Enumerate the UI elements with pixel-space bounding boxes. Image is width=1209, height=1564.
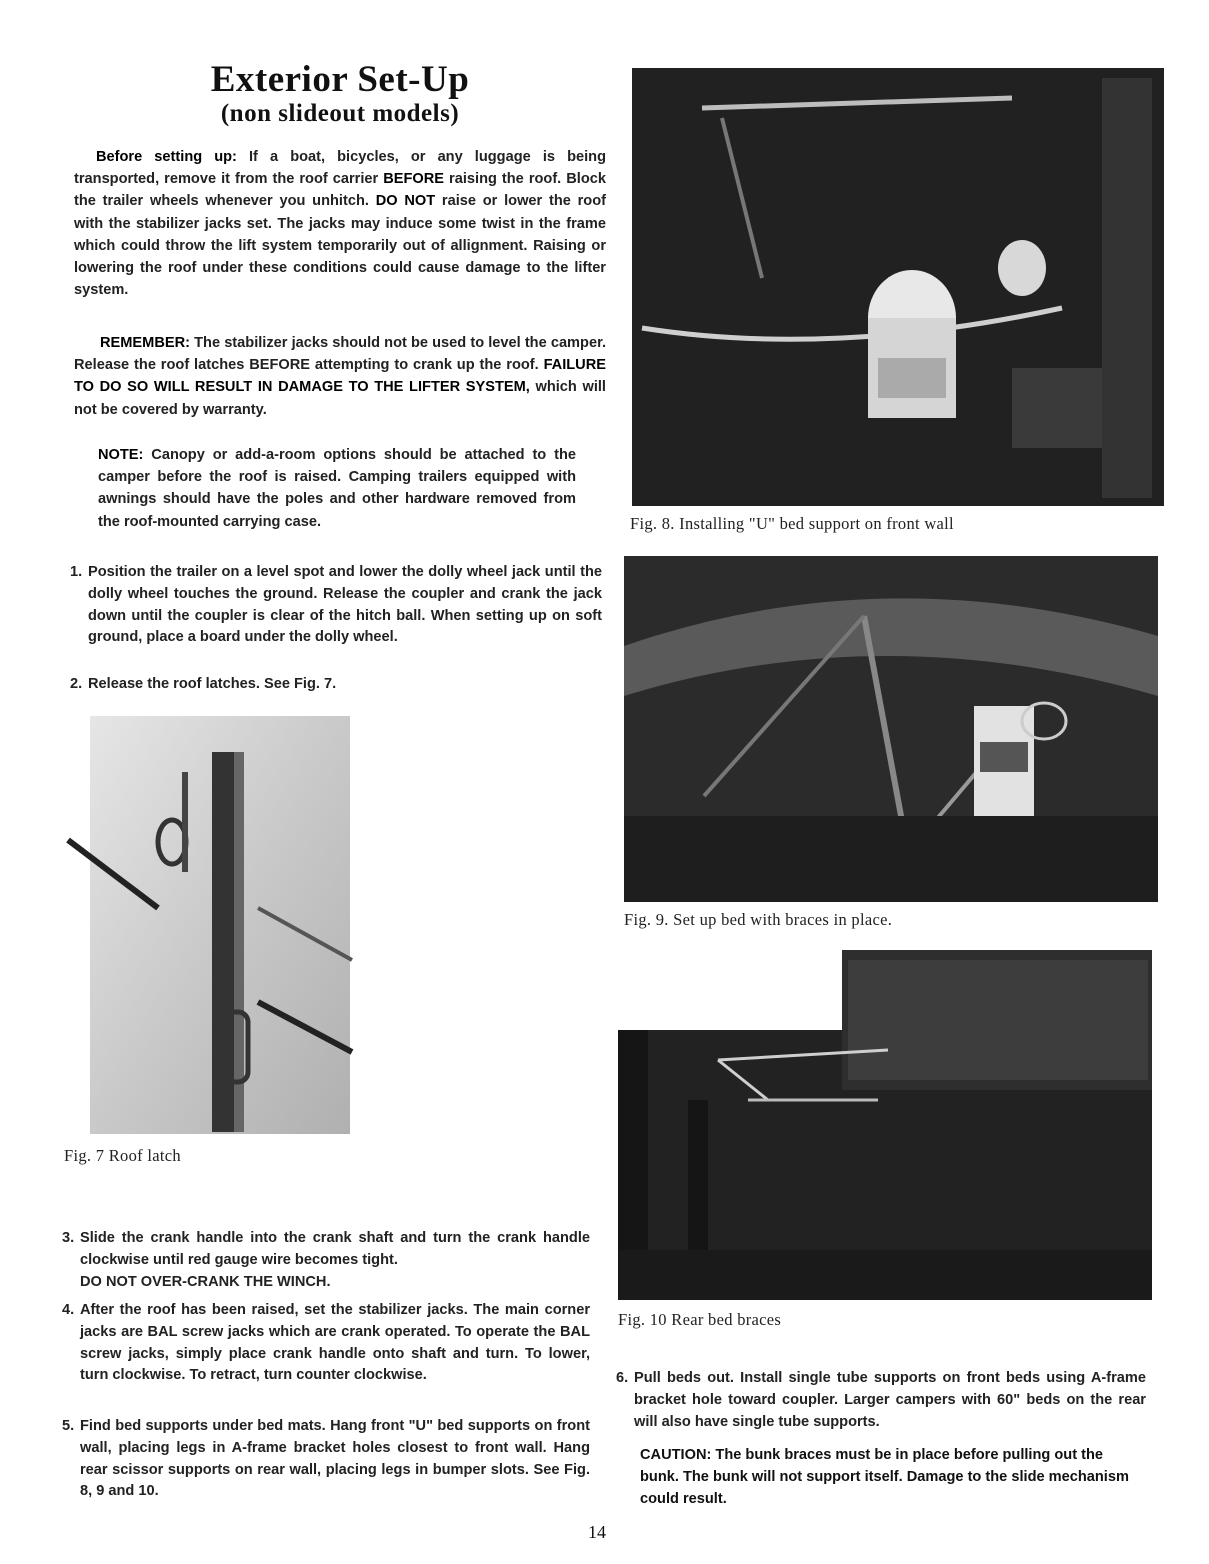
step-6: 6. Pull beds out. Install single tube supports on front beds using A-frame bracket hole toward coupler. Larger campers with 60" beds on the rear will also have single tube supports. <box>616 1370 1146 1430</box>
step-2: 2. Release the roof latches. See Fig. 7. <box>70 676 337 692</box>
remember-label: REMEMBER: <box>100 335 190 351</box>
step-3: 3. Slide the crank handle into the crank shaft and turn the crank handle clockwise until red gauge wire becomes tight. DO NOT OVER-CRANK THE WINCH. <box>62 1230 590 1290</box>
caution-label: CAUTION: <box>640 1447 712 1463</box>
note-paragraph: NOTE: Canopy or add-a-room options should be attached to the camper before the roof is raised. Camping trailers equipped with awnings should have the poles and other hardware removed from the roof-mounted carrying case. <box>98 447 576 530</box>
note-label: NOTE: <box>98 447 144 463</box>
page-subtitle: (non slideout models) <box>220 100 460 127</box>
fig9-caption: Fig. 9. Set up bed with braces in place. <box>624 910 893 929</box>
before-setting-up-paragraph: Before setting up: If a boat, bicycles, or any luggage is being transported, remove it from the roof carrier BEFORE raising the roof. Block the trailer wheels whenever you unhitch. DO NOT raise or lower the roof with the stabilizer jacks set. The jacks may induce some twist in the frame which could throw the lift system temporarily out of allignment. Raising or lowering the roof under these conditions could cause damage to the lifter system. <box>74 149 606 299</box>
fig8-photo <box>632 68 1164 506</box>
fig10-caption: Fig. 10 Rear bed braces <box>618 1310 782 1329</box>
fig7-photo <box>62 712 354 1136</box>
caution-note: CAUTION: The bunk braces must be in place before pulling out the bunk. The bunk will not support itself. Damage to the slide mechanism could result. <box>640 1447 1129 1507</box>
fig10-photo <box>618 950 1152 1300</box>
fig9-photo <box>624 556 1158 902</box>
page-number: 14 <box>588 1522 606 1542</box>
step-4: 4. After the roof has been raised, set the stabilizer jacks. The main corner jacks are BAL screw jacks which are crank operated. To operate the BAL screw jacks, simply place crank handle onto shaft and turn. To lower, turn clockwise. To retract, turn counter clockwise. <box>62 1302 590 1384</box>
page-title: Exterior Set-Up <box>210 59 470 100</box>
step-1: 1. Position the trailer on a level spot and lower the dolly wheel jack until the dolly wheel touches the ground. Release the coupler and crank the jack down until the coupler is clear of the hitch ball. When setting up on soft ground, place a board under the dolly wheel. <box>70 564 602 646</box>
before-label: Before setting up: <box>96 149 237 165</box>
fig7-caption: Fig. 7 Roof latch <box>64 1146 181 1165</box>
remember-paragraph: REMEMBER: The stabilizer jacks should not be used to level the camper. Release the roof latches BEFORE attempting to crank up the roof. FAILURE TO DO SO WILL RESULT IN DAMAGE TO THE LIFTER SYSTEM, which will not be covered by warranty. <box>74 335 606 418</box>
do-not-over-crank-warning: DO NOT OVER-CRANK THE WINCH. <box>80 1273 331 1290</box>
fig8-caption: Fig. 8. Installing "U" bed support on front wall <box>630 514 954 533</box>
step-5: 5. Find bed supports under bed mats. Hang front "U" bed supports on front wall, placing legs in A-frame bracket holes closest to front wall. Hang rear scissor supports on rear wall, placing legs in bumper slots. See Fig. 8, 9 and 10. <box>62 1418 590 1500</box>
